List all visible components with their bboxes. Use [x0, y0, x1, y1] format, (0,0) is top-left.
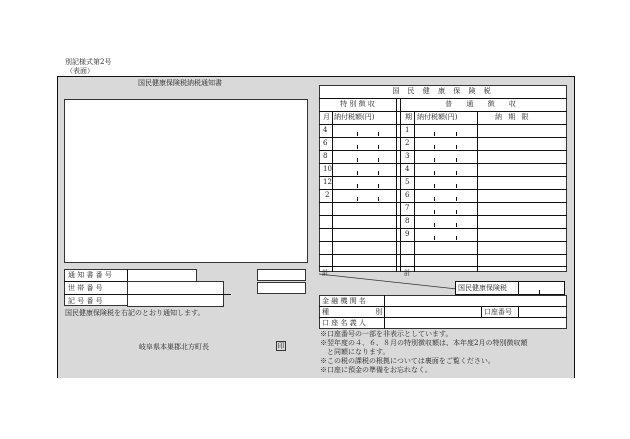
- ordinary-col-amount: 納付税額(円): [417, 113, 458, 121]
- note-line: ※口座に預金の準備をお忘れなく。: [320, 366, 432, 374]
- form-number: 別記様式第2号: [65, 58, 112, 66]
- special-col-month: 月: [323, 113, 330, 121]
- nhi-label: 国民健康保険税: [458, 284, 507, 292]
- form-side: （表面）: [66, 67, 94, 75]
- label-household-number: 世 帯 番 号: [68, 284, 103, 292]
- notice-statement: 国民健康保険税を右記のとおり通知します。: [65, 309, 205, 317]
- special-month: 10: [323, 165, 332, 173]
- label-account-type: 種 別: [322, 308, 405, 316]
- divider-diagonal: [319, 269, 459, 292]
- label-symbol-number: 記 号 番 号: [68, 297, 103, 305]
- extra-box-1: [257, 269, 306, 281]
- ordinary-col-period: 期: [405, 113, 412, 121]
- ordinary-period: 8: [405, 217, 410, 225]
- ordinary-period: 4: [405, 165, 410, 173]
- label-notice-number: 通 知 書 番 号: [68, 271, 112, 279]
- ordinary-col-deadline: 納 期 限: [495, 113, 531, 121]
- special-month: 12: [323, 178, 332, 186]
- ordinary-period: 6: [405, 191, 410, 199]
- label-account-number: 口座番号: [484, 308, 512, 316]
- special-month: 4: [323, 126, 328, 134]
- seal-mark: 印: [277, 342, 285, 350]
- notice-title: 国民健康保険税納税通知書: [138, 79, 222, 87]
- form-panel: [57, 76, 574, 378]
- address-box: [64, 99, 308, 263]
- ordinary-period: 1: [405, 126, 410, 134]
- note-line: と同額になります。: [320, 348, 390, 356]
- issuer-name: 岐阜県本巣郡北方町長: [139, 343, 209, 351]
- special-heading: 特 別 徴 収: [340, 100, 375, 108]
- special-month: 8: [323, 152, 328, 160]
- label-account-holder: 口 座 名 義 人: [322, 319, 366, 327]
- special-total: 計: [322, 269, 329, 277]
- note-line: ※この税の課税の根拠については裏面をご覧ください。: [320, 357, 495, 365]
- note-line: ※翌年度の４、６、８月の特別徴収額は、本年度2月の特別徴収額: [320, 339, 528, 347]
- ordinary-period: 3: [405, 152, 410, 160]
- extra-box-2: [257, 282, 306, 294]
- note-line: ※口座番号の一部を非表示としています。: [320, 330, 453, 338]
- special-month: 6: [323, 139, 328, 147]
- tax-table-title: 国 民 健 康 保 険 税: [392, 87, 494, 95]
- ordinary-period: 9: [405, 230, 410, 238]
- ordinary-period: 5: [405, 178, 410, 186]
- ordinary-heading: 普 通 徴 収: [445, 100, 522, 108]
- special-col-amount: 納付税額(円): [334, 113, 375, 121]
- ordinary-total: 計: [404, 269, 411, 277]
- special-month: 2: [325, 191, 330, 199]
- label-bank-institution: 金 融 機 関 名: [322, 297, 366, 305]
- ordinary-period: 2: [405, 139, 410, 147]
- ordinary-period: 7: [405, 204, 410, 212]
